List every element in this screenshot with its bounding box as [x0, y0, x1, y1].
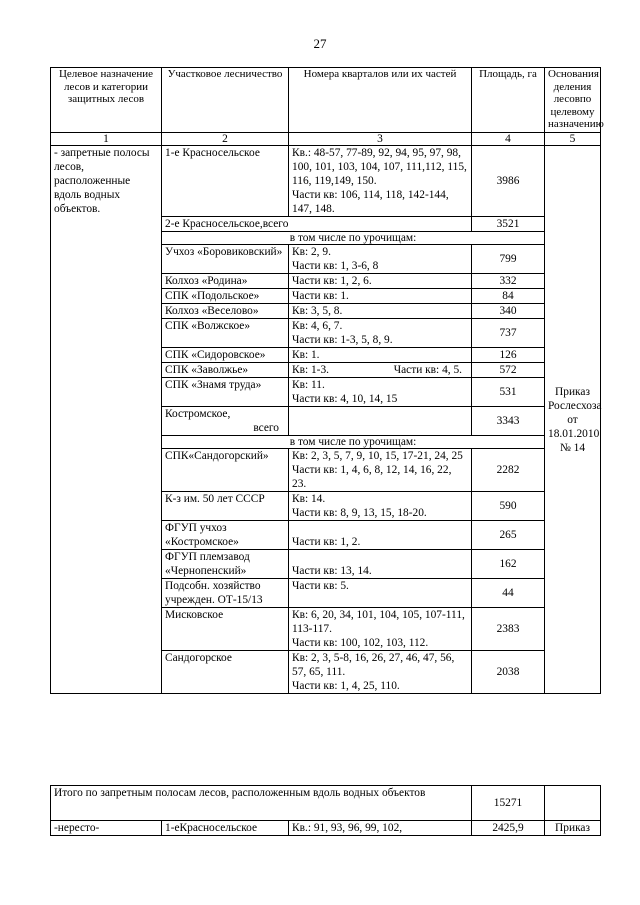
subheading: в том числе по урочищам: — [162, 436, 545, 449]
forestry-name: Сандогорское — [162, 651, 289, 694]
forestry-total-label: всего — [253, 422, 279, 434]
basis-cell: Приказ Рослесхоза от 18.01.2010 № 14 — [545, 146, 601, 694]
forestry-name: Костромское, — [165, 408, 231, 420]
quarters-pair — [292, 363, 468, 377]
forestry-name: СПК«Сандогорский» — [162, 449, 289, 492]
header-purpose: Целевое назначение лесов и категории защитных лесов — [51, 68, 162, 133]
forestry-name: 2-е Красносельское,всего — [162, 217, 472, 232]
col-num-3: 3 — [289, 133, 472, 146]
quarters-text: Кв: 1-3. — [292, 364, 330, 376]
quarters-parts: Части кв: 4, 5. — [393, 364, 462, 376]
forestry-name: Колхоз «Родина» — [162, 274, 289, 289]
quarters-text: Кв.: 48-57, 77-89, 92, 94, 95, 97, 98, 100, 101, 103, 104, 107, 111,112, 115, 116, 119,149, 150. — [292, 147, 467, 187]
header-quarters: Номера кварталов или их частей — [289, 68, 472, 133]
forestry-name: ФГУП учхоз «Костромское» — [162, 521, 289, 550]
quarters-text: Кв: 4, 6, 7. — [292, 320, 343, 332]
table-row — [51, 821, 601, 836]
quarters-parts: Части кв: 1, 4, 25, 110. — [292, 680, 400, 692]
quarters-parts: Части кв: 1-3, 5, 8, 9. — [292, 334, 393, 346]
quarters-text: Кв: 2, 9. — [292, 246, 331, 258]
quarters-text: Кв: 14. — [292, 493, 326, 505]
quarters-parts: Части кв: 1, 3-6, 8 — [292, 260, 379, 272]
quarters-cell — [289, 651, 472, 694]
quarters-empty — [289, 407, 472, 436]
forestry-name: 1-е Красносельское — [162, 146, 289, 217]
area-cell: 126 — [472, 348, 545, 363]
quarters-text: Части кв: 1. — [289, 289, 472, 304]
col-num-5: 5 — [545, 133, 601, 146]
quarters-text: Части кв: 1, 2, 6. — [289, 274, 472, 289]
column-number-row — [51, 133, 601, 146]
forestry-name: 1-еКрасносельское — [162, 821, 289, 836]
quarters-parts: Части кв: 8, 9, 13, 15, 18-20. — [292, 507, 427, 519]
quarters-parts: Части кв: 4, 10, 14, 15 — [292, 393, 398, 405]
quarters-cell — [289, 492, 472, 521]
area-cell: 3986 — [472, 146, 545, 217]
forestry-name: Колхоз «Веселово» — [162, 304, 289, 319]
quarters-text: Кв: 2, 3, 5, 7, 9, 10, 15, 17-21, 24, 25 — [292, 450, 463, 462]
quarters-text: Части кв: 1, 2. — [289, 521, 472, 550]
area-cell: 531 — [472, 378, 545, 407]
quarters-cell — [289, 608, 472, 651]
area-cell: 2383 — [472, 608, 545, 651]
area-cell: 3521 — [472, 217, 545, 232]
area-cell: 572 — [472, 363, 545, 378]
area-cell: 340 — [472, 304, 545, 319]
forestry-name: К-з им. 50 лет СССР — [162, 492, 289, 521]
quarters-text: Части кв: 5. — [289, 579, 472, 608]
quarters-cell — [289, 378, 472, 407]
forestry-name: СПК «Знамя труда» — [162, 378, 289, 407]
quarters-text: Кв: 2, 3, 5-8, 16, 26, 27, 46, 47, 56, 57, 65, 111. — [292, 652, 455, 678]
basis-cell: Приказ — [545, 821, 601, 836]
quarters-parts: Части кв: 1, 4, 6, 8, 12, 14, 16, 22, 23. — [292, 464, 452, 490]
quarters-cell — [289, 319, 472, 348]
total-row — [51, 786, 601, 821]
area-cell: 3343 — [472, 407, 545, 436]
forestry-name: Подсобн. хозяйство учрежден. ОТ-15/13 — [162, 579, 289, 608]
col-num-2: 2 — [162, 133, 289, 146]
forestry-name: СПК «Заволжье» — [162, 363, 289, 378]
forestry-name: Мисковское — [162, 608, 289, 651]
header-row — [51, 68, 601, 133]
col-num-1: 1 — [51, 133, 162, 146]
quarters-text: Кв: 6, 20, 34, 101, 104, 105, 107-111, 113-117. — [292, 609, 465, 635]
category-cell: -нересто- — [51, 821, 162, 836]
area-cell: 2282 — [472, 449, 545, 492]
area-cell: 265 — [472, 521, 545, 550]
quarters-text: Кв.: 91, 93, 96, 99, 102, — [289, 821, 472, 836]
forestry-name: СПК «Сидоровское» — [162, 348, 289, 363]
area-cell: 84 — [472, 289, 545, 304]
header-basis: Основания деления лесовпо целевому назначению — [545, 68, 601, 133]
area-cell: 162 — [472, 550, 545, 579]
total-label: Итого по запретным полосам лесов, расположенным вдоль водных объектов — [51, 786, 472, 821]
col-num-4: 4 — [472, 133, 545, 146]
total-basis-empty — [545, 786, 601, 821]
quarters-text: Части кв: 13, 14. — [289, 550, 472, 579]
forestry-name: СПК «Подольское» — [162, 289, 289, 304]
forestry-name: ФГУП племзавод «Чернопенский» — [162, 550, 289, 579]
area-cell: 2038 — [472, 651, 545, 694]
quarters-cell — [289, 146, 472, 217]
quarters-text: Кв: 1. — [289, 348, 472, 363]
quarters-text: Кв: 11. — [292, 379, 325, 391]
forest-purpose-table — [50, 67, 604, 694]
quarters-cell — [289, 245, 472, 274]
page-number: 27 — [313, 36, 327, 51]
area-cell: 737 — [472, 319, 545, 348]
forestry-name: СПК «Волжское» — [162, 319, 289, 348]
forest-purpose-table-bottom — [50, 785, 601, 836]
header-forestry: Участковое лесничество — [162, 68, 289, 133]
quarters-parts: Части кв: 106, 114, 118, 142-144, 147, 148. — [292, 189, 449, 215]
category-cell: - запретные полосы лесов, расположенные вдоль водных объектов. — [51, 146, 162, 694]
area-cell: 332 — [472, 274, 545, 289]
table-row — [51, 146, 601, 217]
subheading: в том числе по урочищам: — [162, 232, 545, 245]
forestry-name-cell — [162, 407, 289, 436]
area-cell: 590 — [472, 492, 545, 521]
forestry-name: Учхоз «Боровиковский» — [162, 245, 289, 274]
total-area: 15271 — [472, 786, 545, 821]
quarters-text: Кв: 3, 5, 8. — [289, 304, 472, 319]
quarters-cell — [289, 363, 472, 378]
area-cell: 799 — [472, 245, 545, 274]
quarters-parts: Части кв: 100, 102, 103, 112. — [292, 637, 429, 649]
header-area: Площадь, га — [472, 68, 545, 133]
quarters-cell — [289, 449, 472, 492]
area-cell: 44 — [472, 579, 545, 608]
area-cell: 2425,9 — [472, 821, 545, 836]
